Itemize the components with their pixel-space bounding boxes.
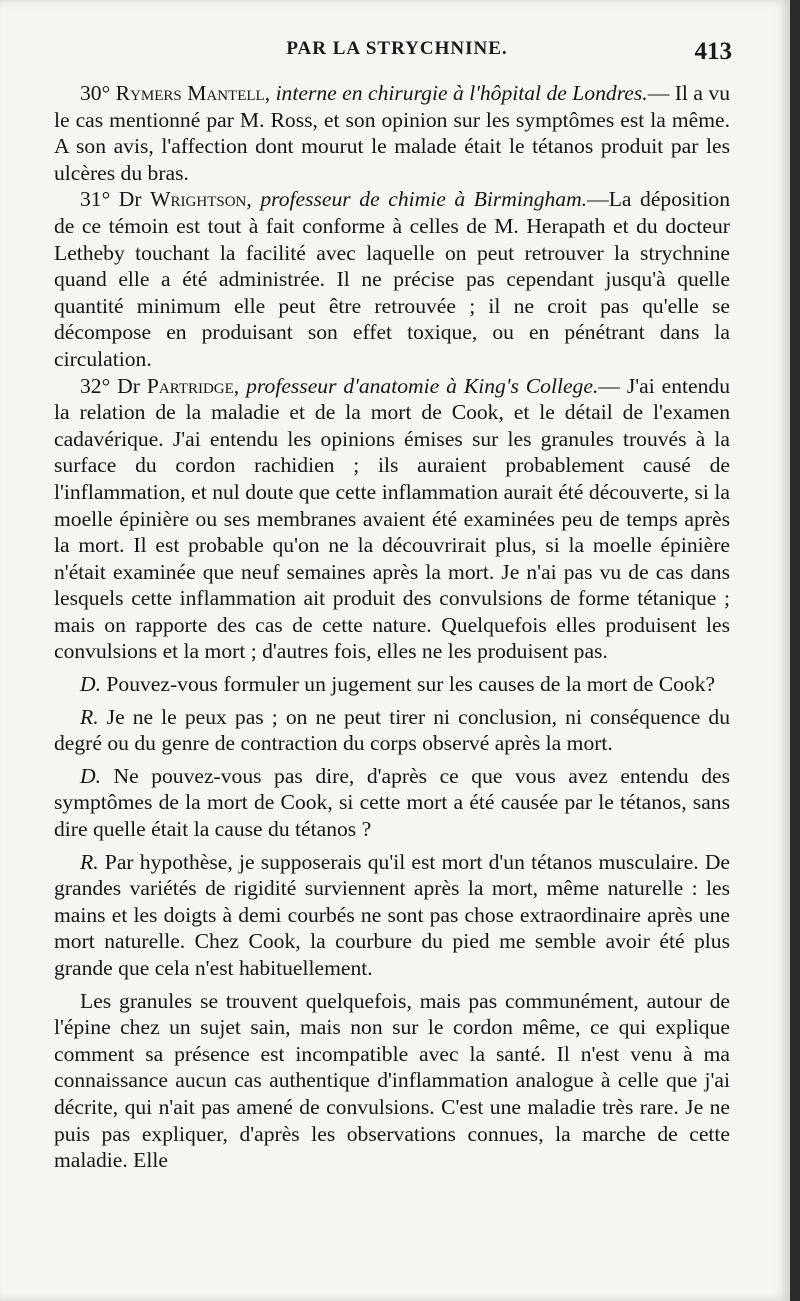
witness-name: Partridge [146, 373, 234, 398]
testimony-number: 32° Dr [80, 373, 147, 398]
witness-role: professeur d'anatomie à King's College. [246, 373, 599, 398]
testimony-paragraph-32: 32° Dr Partridge, professeur d'anatomie à King's College.— J'ai entendu la relation de la maladie et de la mort de Cook, et le détail de l'examen cadavérique. J'ai entendu les opinions émises sur les granules trouvés à la surface du cordon rachidien ; ils auraient probablement causé de l'inflammation, et nul doute que cette inflammation aurait été découverte, si la moelle épinière ou ses membranes avaient été examinées peu de temps après la mort. Il est probable qu'on ne la découvrirait plus, si la moelle épinière n'était examinée que neuf semaines après la mort. Je n'ai pas vu de cas dans lesquels cette inflammation ait produit des convulsions de forme tétanique ; mais on rapporte des cas de cette nature. Quelquefois elles produisent les convulsions et la mort ; d'autres fois, elles ne les produisent pas. [54, 373, 731, 664]
question-label: D. [80, 763, 101, 788]
witness-name: Wrightson [150, 187, 247, 212]
question-paragraph [54, 763, 730, 843]
testimony-number: 31° Dr [80, 187, 151, 212]
answer-label: R. [80, 704, 99, 729]
running-title: PAR LA STRYCHNINE. [286, 38, 508, 59]
question-text: Ne pouvez-vous pas dire, d'après ce que vous avez entendu des symptômes de la mort de Cook, si cette mort a été causée par le tétanos, sans dire quelle était la cause du tétanos ? [54, 763, 730, 842]
closing-paragraph: Les granules se trouvent quelquefois, mais pas communément, autour de l'épine chez un sujet sain, mais non sur le cordon même, ce qui explique comment sa présence est incompatible avec la santé. Il n'est venu à ma connaissance aucun cas authentique d'inflammation analogue à celle que j'ai décrite, qui n'ait pas amené de convulsions. C'est une maladie très rare. Je ne puis pas expliquer, d'après les observations connues, la marche de cette maladie. Elle [54, 988, 730, 1173]
testimony-number: 30° [80, 81, 116, 105]
witness-role: professeur de chimie à Birmingham. [260, 187, 588, 212]
question-label: D. [80, 672, 101, 697]
answer-text: Par hypothèse, je supposerais qu'il est mort d'un tétanos musculaire. De grandes variétés de rigidité surviennent après la mort, même naturelle : les mains et les doigts à demi courbés ne sont pas chose extraordinaire après une mort naturelle. Chez Cook, la courbure du pied me semble avoir été plus grande que cela n'est habituellement. [54, 849, 730, 980]
page-header [62, 38, 732, 68]
question-paragraph [54, 671, 730, 698]
testimony-paragraph-31: 31° Dr Wrightson, professeur de chimie à Birmingham.—La déposition de ce témoin est tout à fait conforme à celles de M. Herapath et du docteur Letheby touchant la facilité avec laquelle on peut retrouver la strychnine quand elle a été administrée. Il ne précise pas cependant jusqu'à quelle quantité minimum elle peut être retrouvée ; il ne croit pas qu'elle se décompose en produisant son effet toxique, ou en pénétrant dans la circulation. [54, 187, 730, 371]
answer-paragraph [54, 849, 730, 982]
page-body [54, 80, 730, 1174]
answer-text: Je ne le peux pas ; on ne peut tirer ni conclusion, ni conséquence du degré ou du genre de contraction du corps observé après la mort. [54, 704, 730, 756]
page-number: 413 [694, 38, 732, 65]
question-text: Pouvez-vous formuler un jugement sur les causes de la mort de Cook? [101, 672, 716, 697]
testimony-text: — Il a vu le cas mentionné par M. Ross, et son opinion sur les symptômes est la même. A son avis, l'affection dont mourut le malade était le tétanos produit par les ulcères du bras. [54, 81, 730, 185]
testimony-text: —La déposition de ce témoin est tout à fait conforme à celles de M. Herapath et du docteur Letheby touchant la facilité avec laquelle on peut retrouver la strychnine quand elle a été administrée. Il ne précise pas cependant jusqu'à quelle quantité minimum elle peut être retrouvée ; il ne croit pas qu'elle se décompose en produisant son effet toxique, ou en pénétrant dans la circulation. [54, 187, 730, 371]
testimony-text: — J'ai entendu la relation de la maladie et de la mort de Cook, et le détail de l'examen cadavérique. J'ai entendu les opinions émises sur les granules trouvés à la surface du cordon rachidien ; ils auraient probablement causé de l'inflammation, et nul doute que cette inflammation aurait été découverte, si la moelle épinière ou ses membranes avaient été examinées peu de temps après la mort. Il est probable qu'on ne la découvrirait plus, si la moelle épinière n'était examinée que neuf semaines après la mort. Je n'ai pas vu de cas dans lesquels cette inflammation ait produit des convulsions de forme tétanique ; mais on rapporte des cas de cette nature. Quelquefois elles produisent les convulsions et la mort ; d'autres fois, elles ne les produisent pas. [54, 373, 731, 664]
witness-name: Rymers Mantell [115, 81, 265, 105]
answer-label: R. [80, 849, 99, 874]
witness-role: interne en chirurgie à l'hôpital de Londres. [275, 81, 648, 105]
testimony-paragraph-30: 30° Rymers Mantell, interne en chirurgie à l'hôpital de Londres.— Il a vu le cas mentionné par M. Ross, et son opinion sur les symptômes est la même. A son avis, l'affection dont mourut le malade était le tétanos produit par les ulcères du bras. [54, 81, 730, 185]
answer-paragraph [54, 704, 730, 757]
